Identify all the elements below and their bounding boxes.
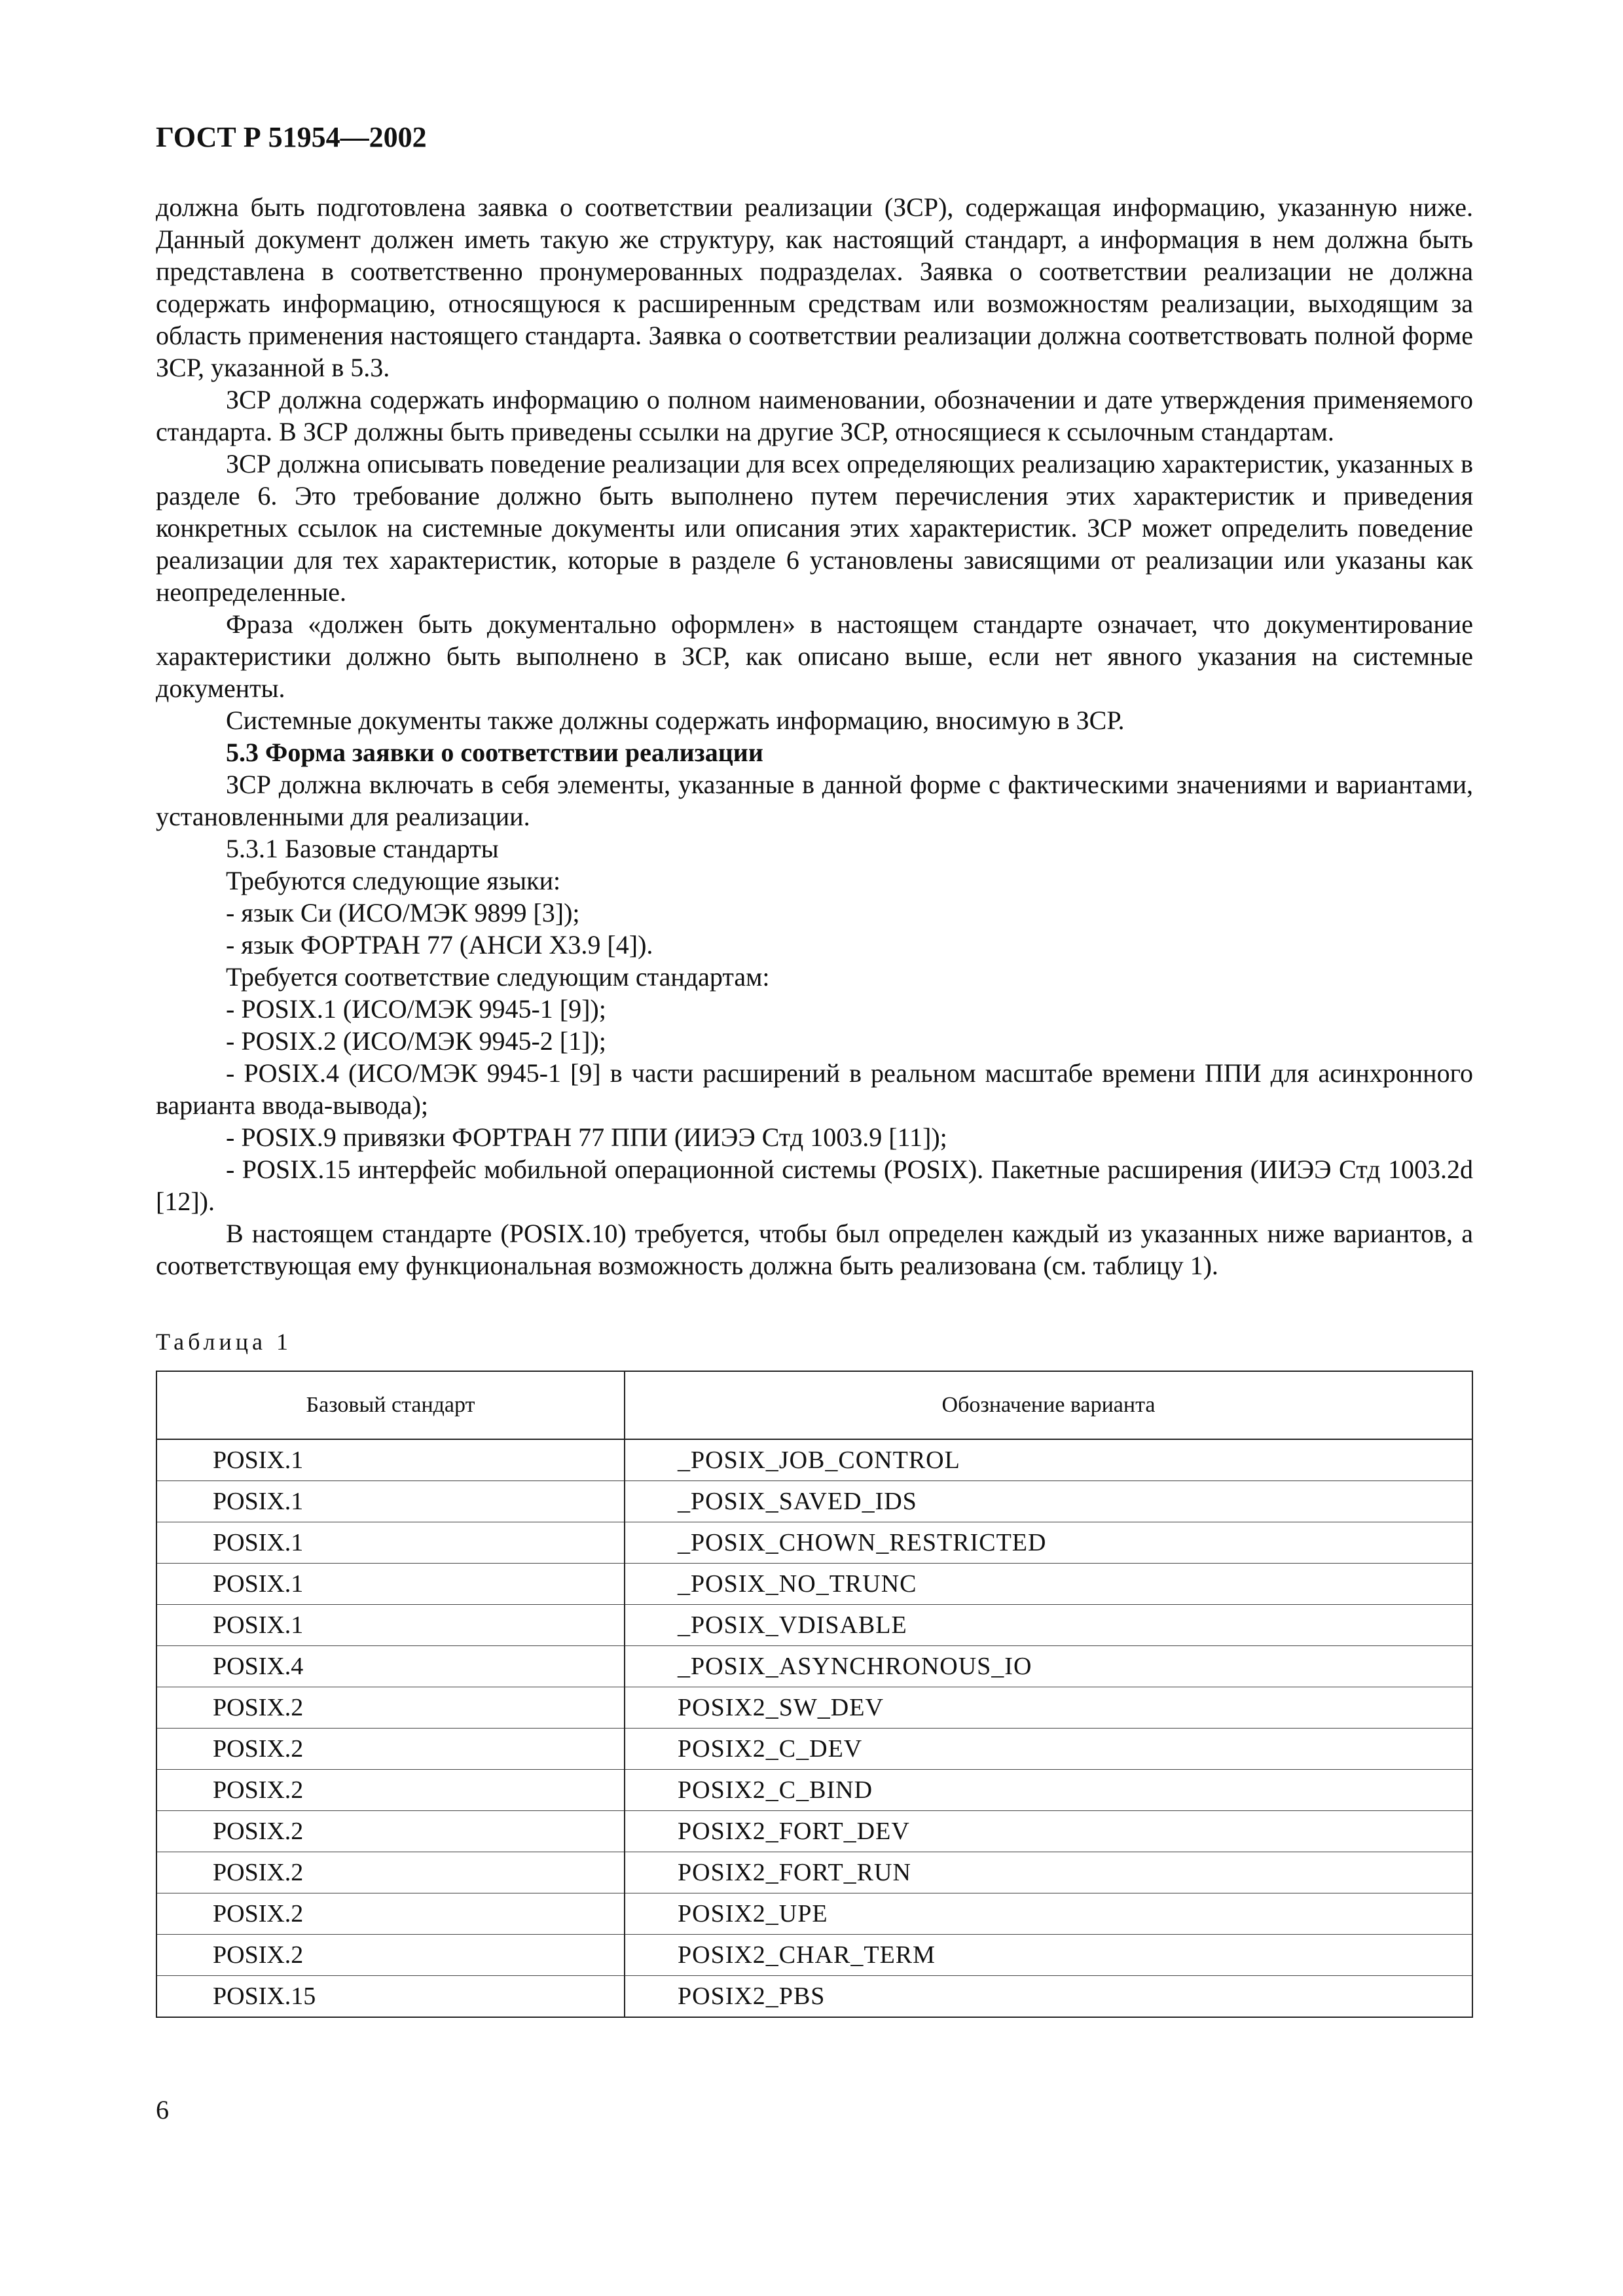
table-label: Таблица 1	[156, 1329, 292, 1355]
option-cell: POSIX2_CHAR_TERM	[625, 1935, 1472, 1976]
standards-intro: Требуется соответствие следующим стандартам:	[226, 962, 770, 992]
table-row	[156, 1646, 1472, 1687]
option-cell: _POSIX_JOB_CONTROL	[625, 1439, 1472, 1481]
languages-intro: Требуются следующие языки:	[226, 866, 561, 895]
option-cell: POSIX2_FORT_DEV	[625, 1811, 1472, 1852]
document-header: ГОСТ Р 51954—2002	[156, 121, 427, 153]
table-header-row	[156, 1371, 1472, 1439]
standard-cell: POSIX.2	[156, 1852, 625, 1893]
standard-cell: POSIX.2	[156, 1770, 625, 1811]
paragraph: ЗСР должна содержать информацию о полном наименовании, обозначении и дате утверждения применяемого стандарта. В ЗСР должны быть приведены ссылки на другие ЗСР, относящиеся к ссылочным стандартам.	[156, 385, 1473, 446]
table-row	[156, 1893, 1472, 1935]
standard-cell: POSIX.2	[156, 1811, 625, 1852]
table-row	[156, 1522, 1472, 1564]
option-cell: _POSIX_SAVED_IDS	[625, 1481, 1472, 1522]
table-row	[156, 1687, 1472, 1729]
table-row	[156, 1439, 1472, 1481]
column-header: Базовый стандарт	[156, 1371, 625, 1439]
option-cell: _POSIX_VDISABLE	[625, 1605, 1472, 1646]
section-heading: 5.3 Форма заявки о соответствии реализации	[226, 738, 763, 767]
standard-cell: POSIX.4	[156, 1646, 625, 1687]
paragraph: Фраза «должен быть документально оформлен» в настоящем стандарте означает, что документирование характеристики должно быть выполнено в ЗСР, как описано выше, если нет явного указания на системные документы.	[156, 609, 1473, 703]
table-row	[156, 1564, 1472, 1605]
list-item: - POSIX.9 привязки ФОРТРАН 77 ППИ (ИИЭЭ Стд 1003.9 [11]);	[226, 1122, 947, 1152]
options-table	[156, 1371, 1473, 2018]
table-row	[156, 1729, 1472, 1770]
list-item: - язык ФОРТРАН 77 (АНСИ Х3.9 [4]).	[226, 930, 653, 960]
table-row	[156, 1481, 1472, 1522]
option-cell: POSIX2_C_DEV	[625, 1729, 1472, 1770]
table-row	[156, 1976, 1472, 2018]
option-cell: POSIX2_C_BIND	[625, 1770, 1472, 1811]
table-row	[156, 1770, 1472, 1811]
option-cell: POSIX2_UPE	[625, 1893, 1472, 1935]
list-item: - POSIX.4 (ИСО/МЭК 9945-1 [9] в части расширений в реальном масштабе времени ППИ для асинхронного варианта ввода-вывода);	[156, 1058, 1473, 1120]
table-row	[156, 1852, 1472, 1893]
standard-cell: POSIX.15	[156, 1976, 625, 2018]
closing-paragraph: В настоящем стандарте (POSIX.10) требуется, чтобы был определен каждый из указанных ниже вариантов, а соответствующая ему функциональная возможность должна быть реализована (см. таблицу 1).	[156, 1219, 1473, 1280]
table-row	[156, 1605, 1472, 1646]
standard-cell: POSIX.1	[156, 1564, 625, 1605]
list-item: - язык Си (ИСО/МЭК 9899 [3]);	[226, 898, 580, 927]
standard-cell: POSIX.2	[156, 1935, 625, 1976]
option-cell: POSIX2_FORT_RUN	[625, 1852, 1472, 1893]
document-page	[156, 118, 1473, 2018]
subsection-heading: 5.3.1 Базовые стандарты	[226, 834, 499, 863]
standard-cell: POSIX.2	[156, 1729, 625, 1770]
option-cell: _POSIX_ASYNCHRONOUS_IO	[625, 1646, 1472, 1687]
section-paragraph: ЗСР должна включать в себя элементы, указанные в данной форме с фактическими значениями и вариантами, установленными для реализации.	[156, 770, 1473, 831]
paragraph: ЗСР должна описывать поведение реализации для всех определяющих реализацию характеристик, указанных в разделе 6. Это требование должно быть выполнено путем перечисления этих характеристик и приведения конкретных ссылок на системные документы или описания этих характеристик. ЗСР может определить поведение реализации для тех характеристик, которые в разделе 6 установлены зависящими от реализации или указаны как неопределенные.	[156, 449, 1473, 607]
standard-cell: POSIX.1	[156, 1522, 625, 1564]
paragraph: должна быть подготовлена заявка о соответствии реализации (ЗСР), содержащая информацию, указанную ниже. Данный документ должен иметь такую же структуру, как настоящий стандарт, а информация в нем должна быть представлена в соответственно пронумерованных подразделах. Заявка о соответствии реализации не должна содержать информацию, относящуюся к расширенным средствам или возможностям реализации, выходящим за область применения настоящего стандарта. Заявка о соответствии реализации должна соответствовать полной форме ЗСР, указанной в 5.3.	[156, 192, 1473, 382]
option-cell: _POSIX_CHOWN_RESTRICTED	[625, 1522, 1472, 1564]
standard-cell: POSIX.2	[156, 1893, 625, 1935]
list-item: - POSIX.15 интерфейс мобильной операционной системы (POSIX). Пакетные расширения (ИИЭЭ Стд 1003.2d [12]).	[156, 1155, 1473, 1216]
table-row	[156, 1935, 1472, 1976]
list-item: - POSIX.1 (ИСО/МЭК 9945-1 [9]);	[226, 994, 606, 1024]
option-cell: POSIX2_PBS	[625, 1976, 1472, 2018]
standard-cell: POSIX.2	[156, 1687, 625, 1729]
table-row	[156, 1811, 1472, 1852]
option-cell: POSIX2_SW_DEV	[625, 1687, 1472, 1729]
paragraph: Системные документы также должны содержать информацию, вносимую в ЗСР.	[226, 706, 1125, 735]
standard-cell: POSIX.1	[156, 1481, 625, 1522]
column-header: Обозначение варианта	[625, 1371, 1472, 1439]
standard-cell: POSIX.1	[156, 1439, 625, 1481]
option-cell: _POSIX_NO_TRUNC	[625, 1564, 1472, 1605]
document-body	[156, 191, 1473, 1282]
list-item: - POSIX.2 (ИСО/МЭК 9945-2 [1]);	[226, 1026, 606, 1056]
page-number: 6	[156, 2095, 169, 2125]
standard-cell: POSIX.1	[156, 1605, 625, 1646]
